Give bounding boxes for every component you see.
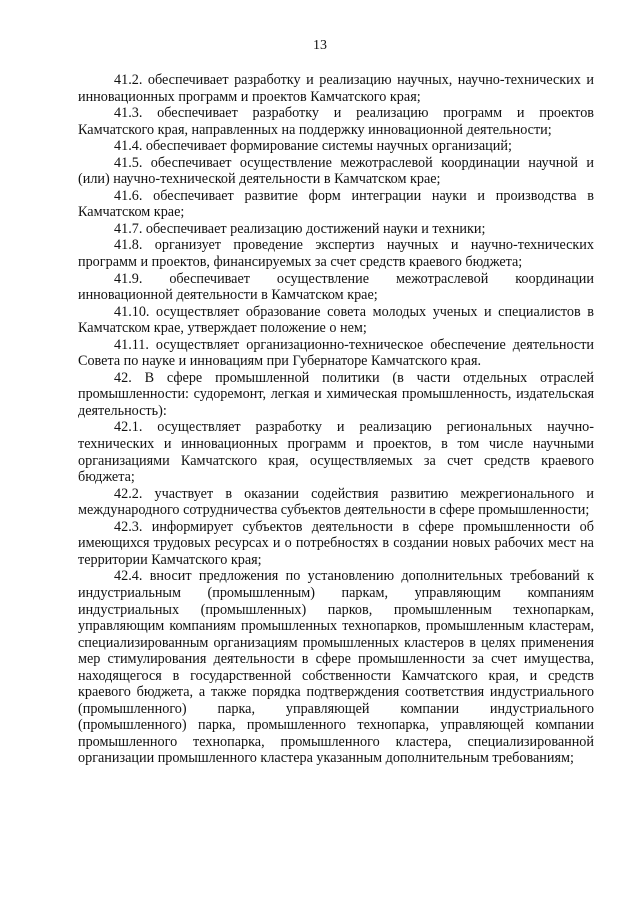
paragraph-41-8: 41.8. организует проведение экспертиз научных и научно-технических программ и проектов, финансируемых за счет средств краевого бюджета; <box>78 237 594 271</box>
paragraph-41-3: 41.3. обеспечивает разработку и реализацию программ и проектов Камчатского края, направленных на поддержку инновационной деятельности; <box>78 105 594 138</box>
paragraph-41-6: 41.6. обеспечивает развитие форм интеграции науки и производства в Камчатском крае; <box>78 187 594 221</box>
paragraph-41-7: 41.7. обеспечивает реализацию достижений науки и техники; <box>114 220 486 237</box>
paragraph-42: 42. В сфере промышленной политики (в части отдельных отраслей промышленности: судоремонт, легкая и химическая промышленность, издательская деятельность): <box>78 369 594 419</box>
paragraph-41-4: 41.4. обеспечивает формирование системы научных организаций; <box>114 138 512 155</box>
paragraph-42-4: 42.4. вносит предложения по установлению дополнительных требований к индустриальным (промышленным) паркам, управляющим компаниям индустриальных (промышленных) парков, промышленным технопаркам, управляющим компаниям промышленных технопарков, промышленным кластерам, специализированным организациям промышленных кластеров в целях применения мер стимулирования деятельности в сфере промышленности за счет имущества, находящегося в государственной собственности Камчатского края, и средств краевого бюджета, а также порядка подтверждения соответствия индустриального (промышленного) парка, управляющей компании индустриального (промышленного) парка, промышленного технопарка, управляющей компании промышленного технопарка, промышленного кластера, специализированной организации промышленного кластера указанным дополнительным требованиям; <box>78 568 594 767</box>
paragraph-41-5: 41.5. обеспечивает осуществление межотраслевой координации научной и (или) научно-технической деятельности в Камчатском крае; <box>78 154 594 188</box>
paragraph-41-11: 41.11. осуществляет организационно-техническое обеспечение деятельности Совета по науке и инновациям при Губернаторе Камчатского края. <box>78 336 594 370</box>
paragraph-42-1: 42.1. осуществляет разработку и реализацию региональных научно-технических и инновационных программ и проектов, в том числе научными организациями Камчатского края, осуществляемых за счет средств краевого бюджета; <box>78 419 594 486</box>
paragraph-42-2: 42.2. участвует в оказании содействия развитию межрегионального и международного сотрудничества субъектов деятельности в сфере промышленности; <box>78 485 594 519</box>
document-body <box>78 72 594 767</box>
paragraph-41-9: 41.9. обеспечивает осуществление межотраслевой координации инновационной деятельности в Камчатском крае; <box>78 270 594 304</box>
page-number: 13 <box>313 38 327 53</box>
paragraph-41-2: 41.2. обеспечивает разработку и реализацию научных, научно-технических и инновационных программ и проектов Камчатского края; <box>78 72 594 105</box>
paragraph-41-10: 41.10. осуществляет образование совета молодых ученых и специалистов в Камчатском крае, утверждает положение о нем; <box>78 303 594 337</box>
paragraph-42-3: 42.3. информирует субъектов деятельности в сфере промышленности об имеющихся трудовых ресурсах и о потребностях в создании новых рабочих мест на территории Камчатского края; <box>78 518 594 568</box>
